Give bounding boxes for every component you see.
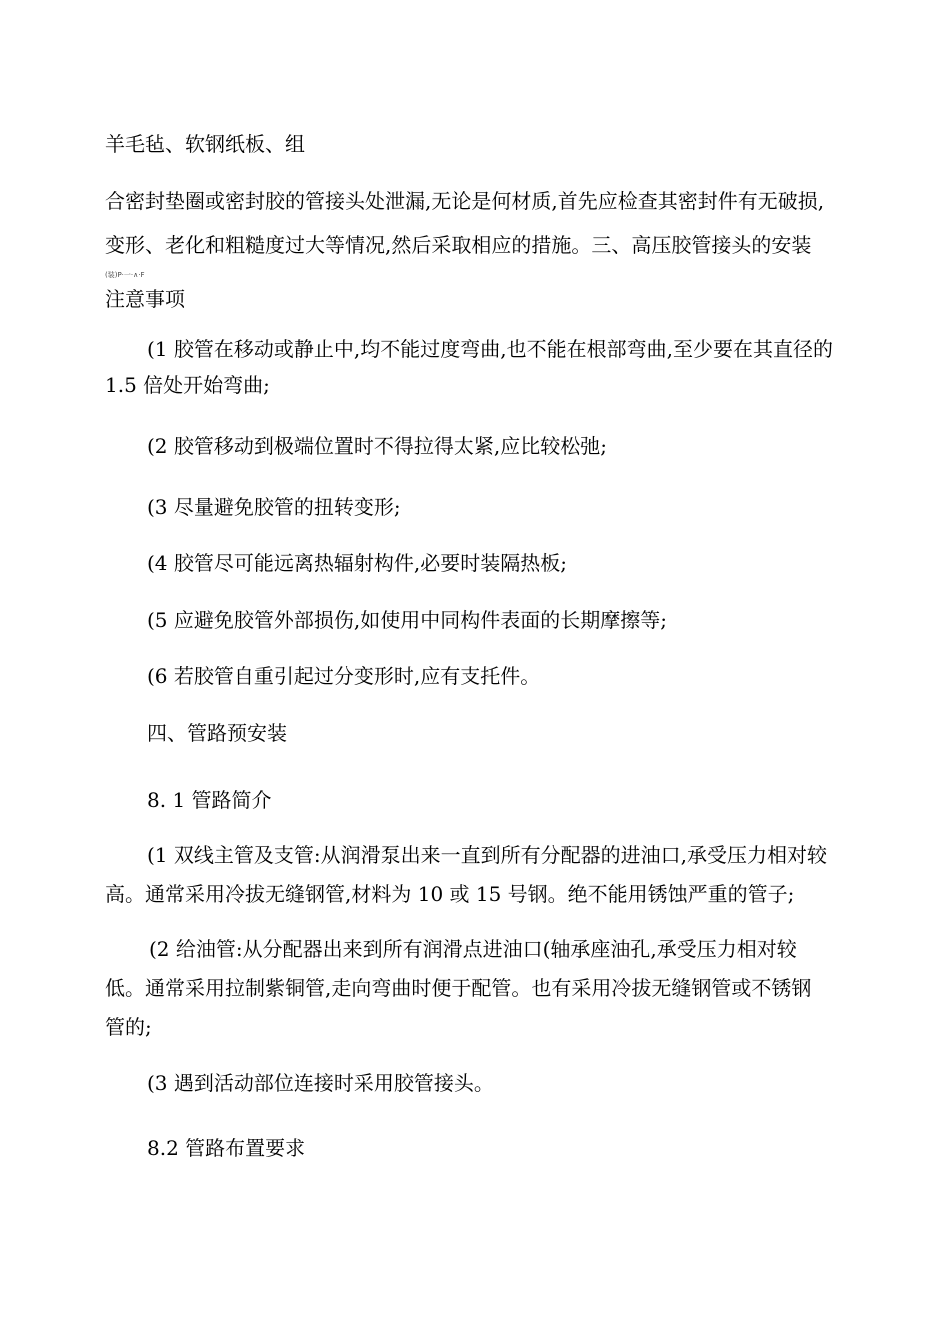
text-line: 合密封垫圈或密封胶的管接头处泄漏,无论是何材质,首先应检查其密封件有无破损, bbox=[105, 189, 825, 213]
text-line: (2 胶管移动到极端位置时不得拉得太紧,应比较松弛; bbox=[147, 434, 607, 458]
text-line: 管的; bbox=[105, 1015, 152, 1039]
subsection-heading: 8.2 管路布置要求 bbox=[147, 1136, 306, 1160]
text-line: 注意事项 bbox=[105, 287, 185, 311]
text-line: (1 胶管在移动或静止中,均不能过度弯曲,也不能在根部弯曲,至少要在其直径的 bbox=[147, 337, 833, 361]
text-line: (5 应避免胶管外部损伤,如使用中同构件表面的长期摩擦等; bbox=[147, 608, 667, 632]
subsection-heading: 8. 1 管路简介 bbox=[147, 788, 272, 812]
text-line: (3 尽量避免胶管的扭转变形; bbox=[147, 495, 401, 519]
text-line: (2 给油管:从分配器出来到所有润滑点进油口(轴承座油孔,承受压力相对较 bbox=[149, 937, 797, 961]
text-line: 低。通常采用拉制紫铜管,走向弯曲时便于配管。也有采用冷拔无缝钢管或不锈钢 bbox=[105, 976, 812, 1000]
text-line: (6 若胶管自重引起过分变形时,应有支托件。 bbox=[147, 664, 541, 688]
text-line: 1.5 倍处开始弯曲; bbox=[105, 373, 270, 397]
small-note: (装)P·一·∧·F bbox=[105, 271, 145, 279]
text-line: 羊毛毡、软钢纸板、组 bbox=[105, 132, 305, 156]
text-line: (3 遇到活动部位连接时采用胶管接头。 bbox=[147, 1071, 494, 1095]
section-heading: 四、管路预安装 bbox=[147, 721, 287, 745]
text-line: 变形、老化和粗糙度过大等情况,然后采取相应的措施。三、高压胶管接头的安装 bbox=[105, 233, 812, 257]
text-line: 高。通常采用冷拔无缝钢管,材料为 10 或 15 号钢。绝不能用锈蚀严重的管子; bbox=[105, 882, 795, 906]
text-line: (4 胶管尽可能远离热辐射构件,必要时装隔热板; bbox=[147, 551, 567, 575]
text-line: (1 双线主管及支管:从润滑泵出来一直到所有分配器的进油口,承受压力相对较 bbox=[147, 843, 827, 867]
